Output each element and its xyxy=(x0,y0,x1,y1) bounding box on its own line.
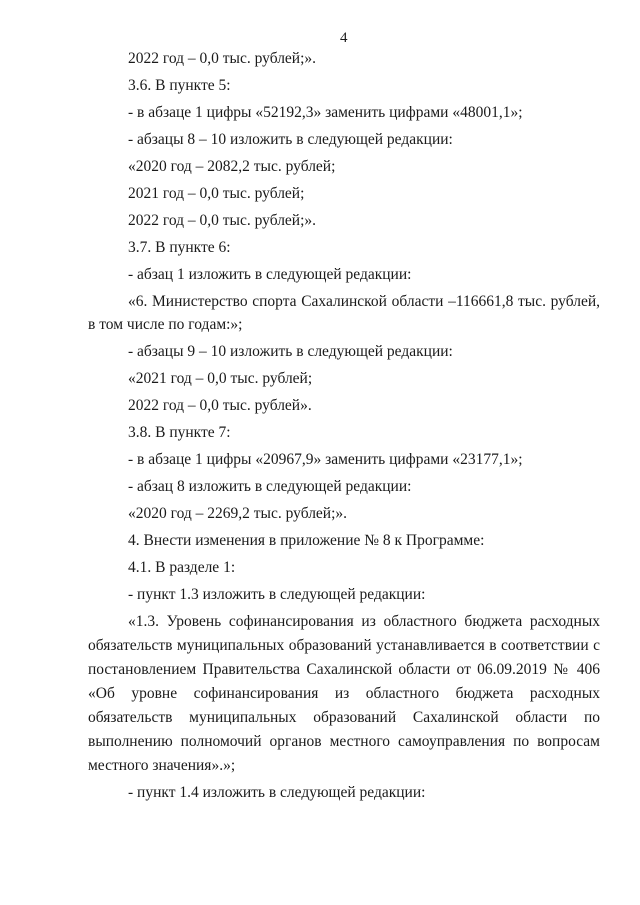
text-line: 2022 год – 0,0 тыс. рублей». xyxy=(128,397,312,414)
text-line: «2021 год – 0,0 тыс. рублей; xyxy=(128,370,313,387)
text-line: обязательств муниципальных образований Сахалинской области по xyxy=(88,709,600,726)
text-line: 2021 год – 0,0 тыс. рублей; xyxy=(128,185,305,202)
text-line: выполнению полномочий органов местного самоуправления по вопросам xyxy=(88,733,600,750)
text-line: - абзацы 8 – 10 изложить в следующей редакции: xyxy=(128,131,453,148)
text-line: местного значения».»; xyxy=(88,757,236,774)
text-line: 4. Внести изменения в приложение № 8 к Программе: xyxy=(128,532,485,549)
text-line: 3.8. В пункте 7: xyxy=(128,424,231,441)
text-line: постановлением Правительства Сахалинской области от 06.09.2019 № 406 xyxy=(88,661,600,678)
text-line: «1.3. Уровень софинансирования из областного бюджета расходных xyxy=(128,613,600,630)
text-line: - пункт 1.3 изложить в следующей редакции: xyxy=(128,586,426,603)
text-line: - абзац 1 изложить в следующей редакции: xyxy=(128,266,412,283)
text-line: обязательств муниципальных образований устанавливается в соответствии с xyxy=(88,637,600,654)
text-line: 2022 год – 0,0 тыс. рублей;». xyxy=(128,212,317,229)
text-line: 2022 год – 0,0 тыс. рублей;». xyxy=(128,50,317,67)
page-number: 4 xyxy=(340,30,348,46)
text-line: - абзац 8 изложить в следующей редакции: xyxy=(128,478,412,495)
text-line: - пункт 1.4 изложить в следующей редакции: xyxy=(128,784,426,801)
text-line: - в абзаце 1 цифры «52192,3» заменить цифрами «48001,1»; xyxy=(128,104,523,121)
text-line: 4.1. В разделе 1: xyxy=(128,559,236,576)
text-line: 3.6. В пункте 5: xyxy=(128,77,231,94)
text-line: 3.7. В пункте 6: xyxy=(128,239,231,256)
text-line: - в абзаце 1 цифры «20967,9» заменить цифрами «23177,1»; xyxy=(128,451,523,468)
text-line: «6. Министерство спорта Сахалинской области –116661,8 тыс. рублей, xyxy=(128,293,600,310)
text-line: - абзацы 9 – 10 изложить в следующей редакции: xyxy=(128,343,453,360)
text-line: «2020 год – 2082,2 тыс. рублей; xyxy=(128,158,336,175)
text-line: «2020 год – 2269,2 тыс. рублей;». xyxy=(128,505,348,522)
text-line: в том числе по годам:»; xyxy=(88,316,243,333)
text-line: «Об уровне софинансирования из областного бюджета расходных xyxy=(88,685,600,702)
